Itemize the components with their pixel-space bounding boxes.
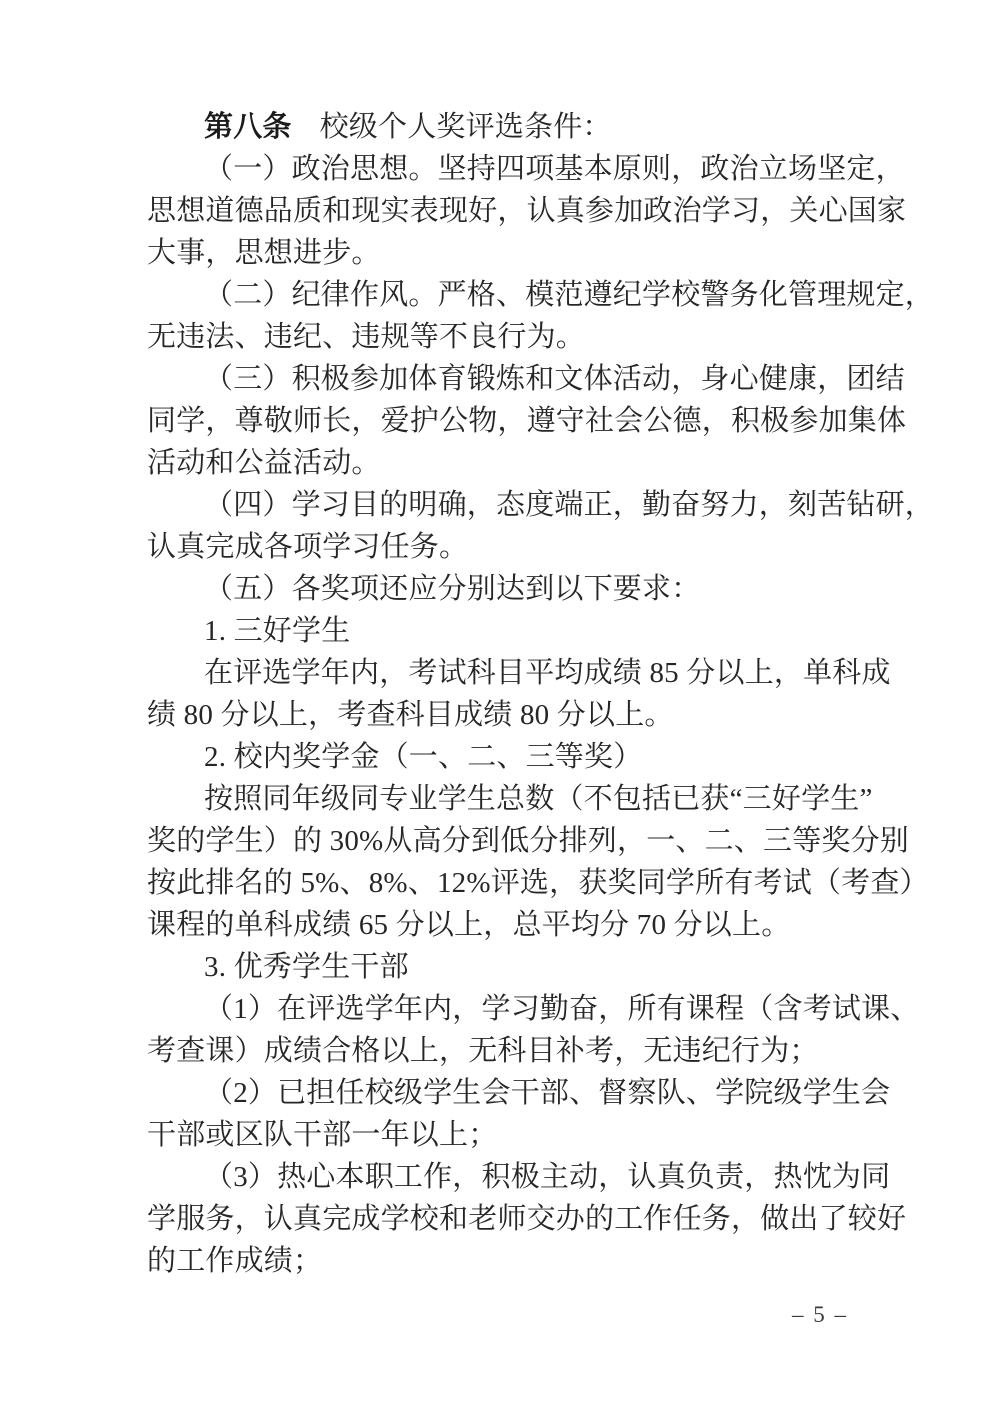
text-line: （二）纪律作风。严格、模范遵纪学校警务化管理规定， <box>204 279 935 311</box>
text-line: 按照同年级同专业学生总数（不包括已获“三好学生” <box>204 783 873 815</box>
text-line: 绩 80 分以上，考查科目成绩 80 分以上。 <box>147 699 674 731</box>
text-line: 同学，尊敬师长，爱护公物，遵守社会公德，积极参加集体 <box>147 405 907 437</box>
text-line: 奖的学生）的 30%从高分到低分排列，一、二、三等奖分别 <box>147 825 910 857</box>
text-line: 的工作成绩； <box>147 1245 323 1277</box>
article-number: 第八条 <box>204 111 292 143</box>
text-line: （2）已担任校级学生会干部、督察队、学院级学生会 <box>204 1077 891 1109</box>
text-line: （五）各奖项还应分别达到以下要求： <box>204 573 701 605</box>
text-line: 干部或区队干部一年以上； <box>147 1119 498 1151</box>
text-line: 大事，思想进步。 <box>147 237 381 269</box>
text-line: 无违法、违纪、违规等不良行为。 <box>147 321 586 353</box>
text-line: 1. 三好学生 <box>204 615 351 647</box>
text-line: 思想道德品质和现实表现好，认真参加政治学习，关心国家 <box>147 195 907 227</box>
text-line: 2. 校内奖学金（一、二、三等奖） <box>204 741 643 773</box>
text-line: 活动和公益活动。 <box>147 447 381 479</box>
text-line: （3）热心本职工作，积极主动，认真负责，热忱为同 <box>204 1161 891 1193</box>
article-heading-line <box>147 106 857 148</box>
text-line: 学服务，认真完成学校和老师交办的工作任务，做出了较好 <box>147 1203 907 1235</box>
document-content <box>147 106 935 1282</box>
text-line: 在评选学年内，考试科目平均成绩 85 分以上，单科成 <box>204 657 891 689</box>
text-line: 3. 优秀学生干部 <box>204 951 409 983</box>
text-line: 认真完成各项学习任务。 <box>147 531 469 563</box>
text-line: （三）积极参加体育锻炼和文体活动，身心健康，团结 <box>204 363 905 395</box>
article-title: 校级个人奖评选条件： <box>319 111 612 143</box>
text-line: 课程的单科成绩 65 分以上，总平均分 70 分以上。 <box>147 909 791 941</box>
text-line: 按此排名的 5%、8%、12%评选，获奖同学所有考试（考查） <box>147 867 929 899</box>
text-line: （1）在评选学年内，学习勤奋，所有课程（含考试课、 <box>204 993 920 1025</box>
page-number: – 5 – <box>792 1302 848 1327</box>
text-line: 考查课）成绩合格以上，无科目补考，无违纪行为； <box>147 1035 819 1067</box>
text-line: （四）学习目的明确，态度端正，勤奋努力，刻苦钻研， <box>204 489 935 521</box>
text-line: （一）政治思想。坚持四项基本原则，政治立场坚定， <box>204 153 905 185</box>
